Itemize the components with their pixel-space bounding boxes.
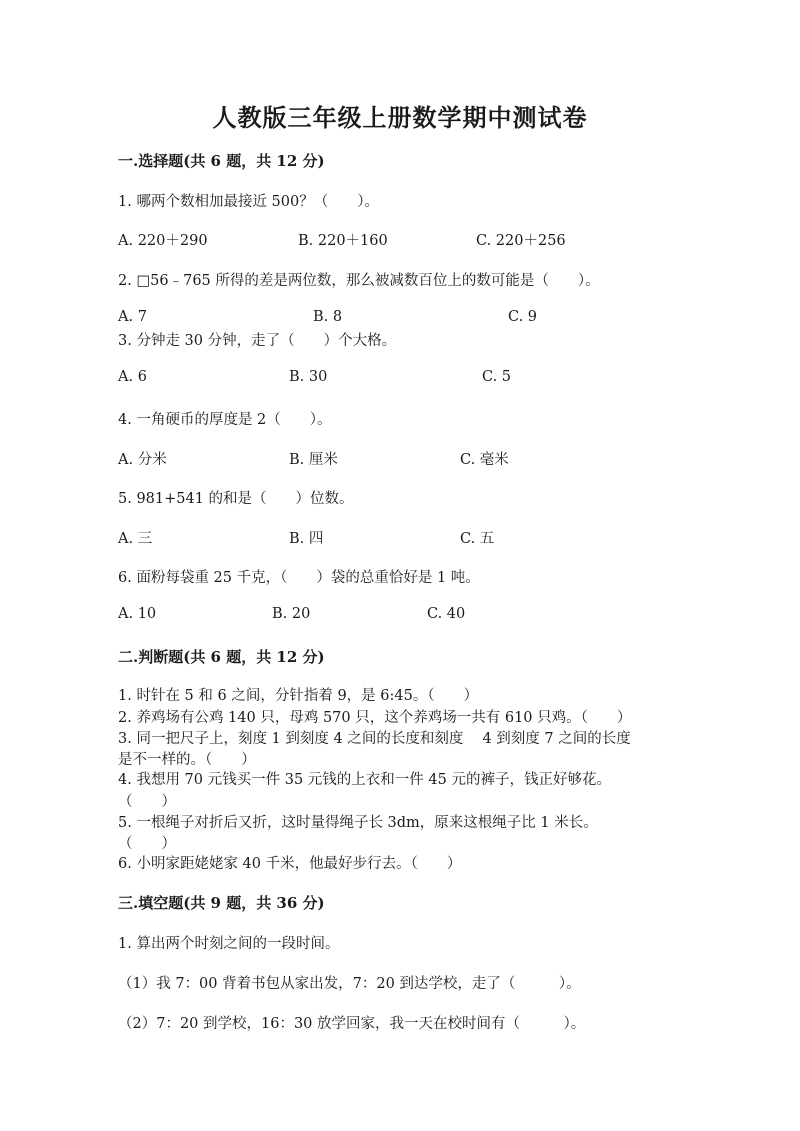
statement-line: 3. 同一把尺子上，刻度 1 到刻度 4 之间的长度和刻度 4 到刻度 7 之间的长度 [118, 731, 631, 747]
question-text: 6. 面粉每袋重 25 千克，（ ）袋的总重恰好是 1 吨。 [118, 570, 480, 586]
option-a: A. 分米 [118, 452, 167, 468]
option-a: A. 7 [118, 309, 147, 325]
statement-line: 2. 养鸡场有公鸡 140 只，母鸡 570 只，这个养鸡场一共有 610 只鸡。（ ） [118, 710, 632, 726]
statement-line: 6. 小明家距姥姥家 40 千米，他最好步行去。（ ） [118, 856, 462, 872]
statement-line: （ ） [118, 794, 176, 810]
option-b: B. 8 [313, 309, 343, 325]
statement-line: 是不一样的。（ ） [118, 752, 256, 768]
option-b: B. 厘米 [289, 452, 338, 468]
page-title: 人教版三年级上册数学期中测试卷 [212, 103, 588, 132]
question-text: 1. 算出两个时刻之间的一段时间。 [118, 936, 340, 952]
option-b: B. 30 [289, 369, 328, 385]
option-a: A. 220＋290 [118, 233, 208, 249]
option-c: C. 五 [460, 531, 495, 547]
question-text: 2. □56﹣765 所得的差是两位数，那么被减数百位上的数可能是（ ）。 [118, 273, 600, 289]
option-c: C. 毫米 [460, 452, 509, 468]
question-text: 5. 981+541 的和是（ ）位数。 [118, 491, 354, 507]
option-c: C. 9 [508, 309, 538, 325]
section-heading-choice: 一.选择题(共 6 题，共 12 分) [118, 152, 325, 170]
option-c: C. 5 [482, 369, 512, 385]
option-c: C. 40 [427, 606, 466, 622]
statement-line: 1. 时针在 5 和 6 之间，分针指着 9，是 6:45。（ ） [118, 688, 479, 704]
option-a: A. 6 [118, 369, 147, 385]
statement-line: 4. 我想用 70 元钱买一件 35 元钱的上衣和一件 45 元的裤子，钱正好够花。 [118, 772, 611, 788]
option-b: B. 20 [272, 606, 311, 622]
question-text: 3. 分钟走 30 分钟，走了（ ）个大格。 [118, 333, 397, 349]
section-heading-fill-blank: 三.填空题(共 9 题，共 36 分) [118, 894, 325, 912]
statement-line: 5. 一根绳子对折后又折，这时量得绳子长 3dm，原来这根绳子比 1 米长。 [118, 815, 598, 831]
statement-line: （ ） [118, 836, 176, 852]
sub-question-text: （1）我 7：00 背着书包从家出发，7：20 到达学校，走了（ ）。 [118, 976, 581, 992]
question-text: 4. 一角硬币的厚度是 2（ ）。 [118, 412, 332, 428]
option-a: A. 10 [118, 606, 157, 622]
question-text: 1. 哪两个数相加最接近 500？（ ）。 [118, 194, 379, 210]
option-b: B. 四 [289, 531, 324, 547]
section-heading-judgement: 二.判断题(共 6 题，共 12 分) [118, 648, 325, 666]
sub-question-text: （2）7：20 到学校，16：30 放学回家，我一天在校时间有（ ）。 [118, 1016, 586, 1032]
option-c: C. 220＋256 [476, 233, 566, 249]
option-b: B. 220＋160 [298, 233, 388, 249]
option-a: A. 三 [118, 531, 153, 547]
